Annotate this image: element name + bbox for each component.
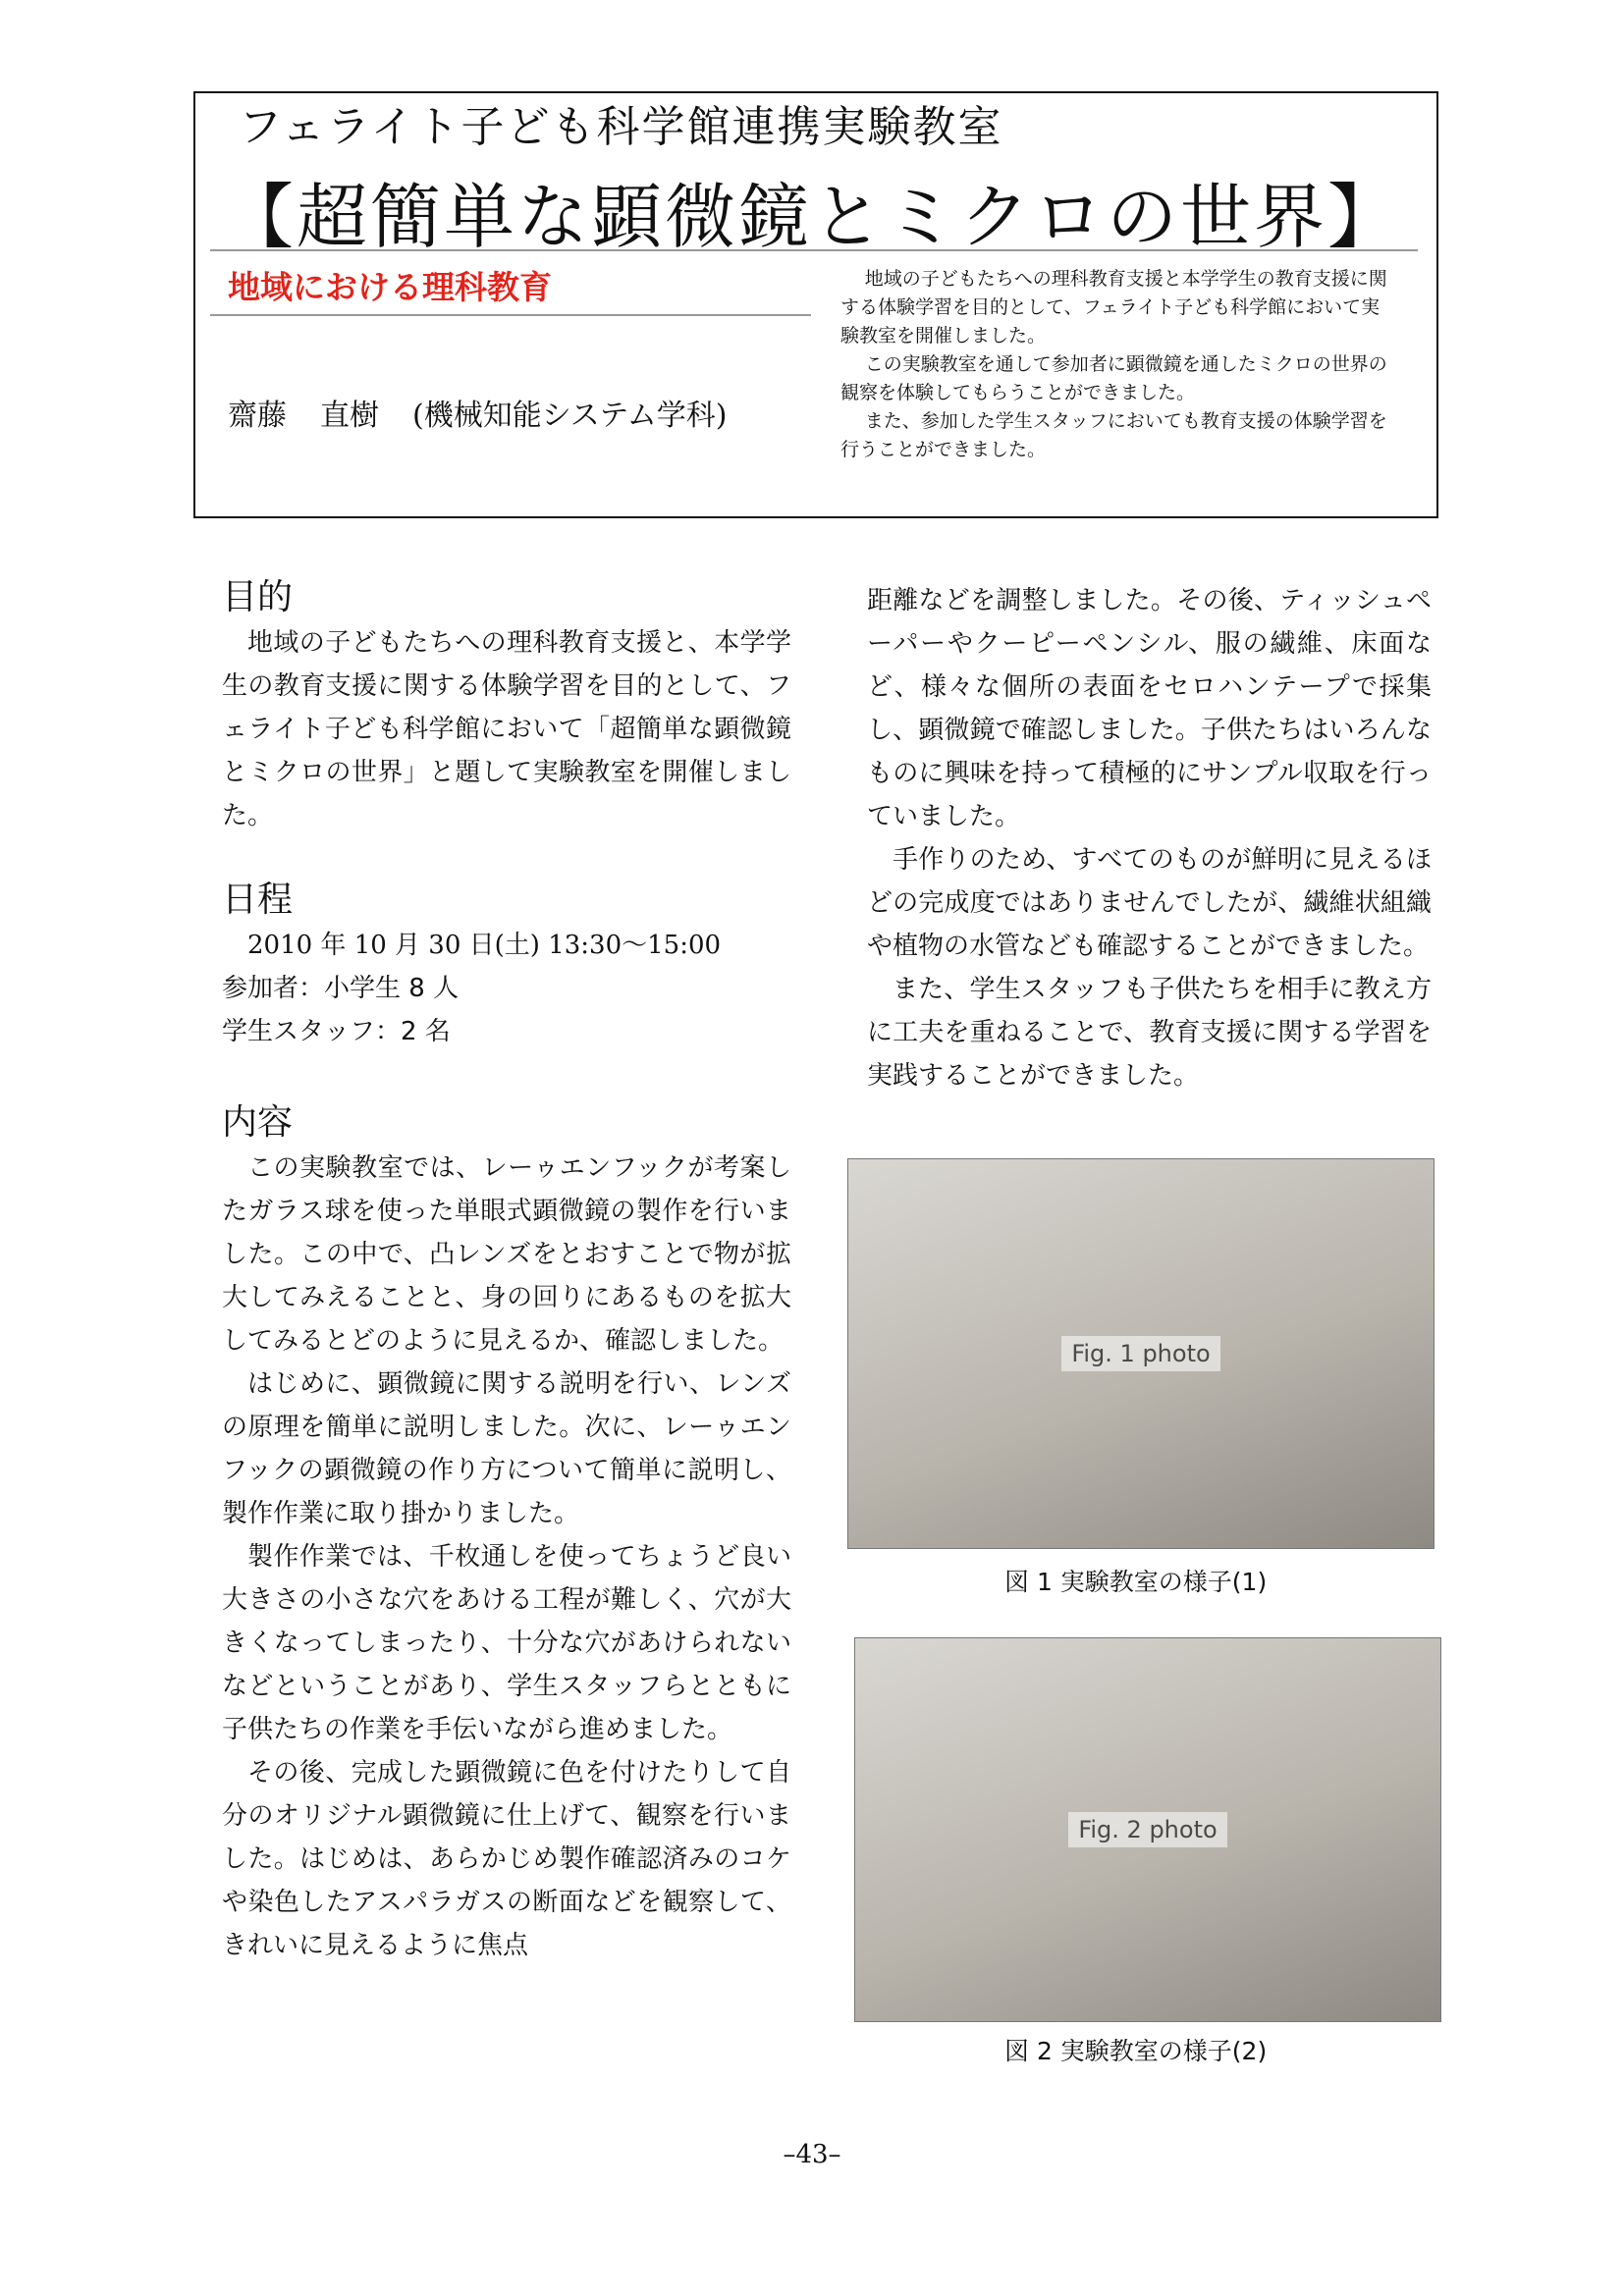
author-given-name: 直樹 (320, 399, 379, 433)
theme-label: 地域における理科教育 (228, 268, 552, 306)
figure-2-photo: Fig. 2 photo (854, 1637, 1441, 2022)
header-subtitle: フェライト子ども科学館連携実験教室 (239, 102, 1003, 152)
content-paragraph: また、学生スタッフも子供たちを相手に教え方に工夫を重ねることで、教育支援に関する学習を実践することができました。 (867, 975, 1432, 1091)
content-paragraph: はじめに、顕微鏡に関する説明を行い、レンズの原理を簡単に説明しました。次に、レーゥエンフックの顕微鏡の作り方について簡単に説明し、製作作業に取り掛かりました。 (222, 1369, 791, 1528)
content-paragraph: 製作作業では、千枚通しを使ってちょうど良い大きさの小さな穴をあける工程が難しく、穴が大きくなってしまったり、十分な穴があけられないなどということがあり、学生スタッフらとともに子供たちの作業を手伝いながら進めました。 (222, 1542, 791, 1744)
abstract-paragraph: この実験教室を通して参加者に顕微鏡を通したミクロの世界の観察を体験してもらうことができました。 (840, 353, 1387, 403)
schedule-participants: 参加者：小学生 8 人 (222, 974, 460, 1003)
schedule-staff: 学生スタッフ：2 名 (222, 1017, 451, 1046)
content-paragraph: 手作りのため、すべてのものが鮮明に見えるほどの完成度ではありませんでしたが、繊維状組織や植物の水管なども確認することができました。 (867, 845, 1432, 961)
page-title: 【超簡単な顕微鏡とミクロの世界】 (223, 176, 1402, 258)
section-schedule (222, 877, 791, 1053)
abstract-paragraph: 地域の子どもたちへの理科教育支援と本学学生の教育支援に関する体験学習を目的として、フェライト子ども科学館において実験教室を開催しました。 (840, 268, 1387, 347)
content-paragraph: その後、完成した顕微鏡に色を付けたりして自分のオリジナル顕微鏡に仕上げて、観察を行いました。はじめは、あらかじめ製作確認済みのコケや染色したアスパラガスの断面などを観察して、きれいに見えるように焦点 (222, 1758, 791, 1960)
content-paragraph: この実験教室では、レーゥエンフックが考案したガラス球を使った単眼式顕微鏡の製作を行いました。この中で、凸レンズをとおすことで物が拡大してみえることと、身の回りにあるものを拡大してみるとどのように見えるか、確認しました。 (222, 1153, 791, 1356)
figure-1-caption: 図 1 実験教室の様子(1) (1004, 1568, 1268, 1596)
purpose-body: 地域の子どもたちへの理科教育支援と、本学学生の教育支援に関する体験学習を目的として、フェライト子ども科学館において「超簡単な顕微鏡とミクロの世界」と題して実験教室を開催しました。 (222, 628, 791, 830)
schedule-date: 2010 年 10 月 30 日(土) 13:30〜15:00 (247, 931, 722, 960)
author-line (228, 391, 727, 434)
author-affiliation: (機械知能システム学科) (412, 399, 728, 433)
figure-1-photo: Fig. 1 photo (847, 1158, 1435, 1549)
section-purpose (222, 574, 791, 837)
section-heading: 内容 (222, 1102, 294, 1143)
right-column-text (867, 579, 1432, 1097)
abstract-paragraph: また、参加した学生スタッフにおいても教育支援の体験学習を行うことができました。 (840, 410, 1387, 460)
section-content (222, 1099, 791, 1967)
page-number: –43– (783, 2140, 841, 2169)
content-continuation: 距離などを調整しました。その後、ティッシュペーパーやクーピーペンシル、服の繊維、床面など、様々な個所の表面をセロハンテープで採集し、顕微鏡で確認しました。子供たちはいろんなものに興味を持って積極的にサンプル収取を行っていました。 (867, 586, 1432, 831)
abstract (840, 265, 1390, 464)
theme-divider (210, 314, 811, 316)
figure-2-caption: 図 2 実験教室の様子(2) (1004, 2037, 1268, 2065)
header-divider (210, 249, 1418, 251)
author-family-name: 齋藤 (228, 399, 287, 433)
section-heading: 日程 (222, 880, 294, 920)
section-heading: 目的 (222, 577, 294, 617)
